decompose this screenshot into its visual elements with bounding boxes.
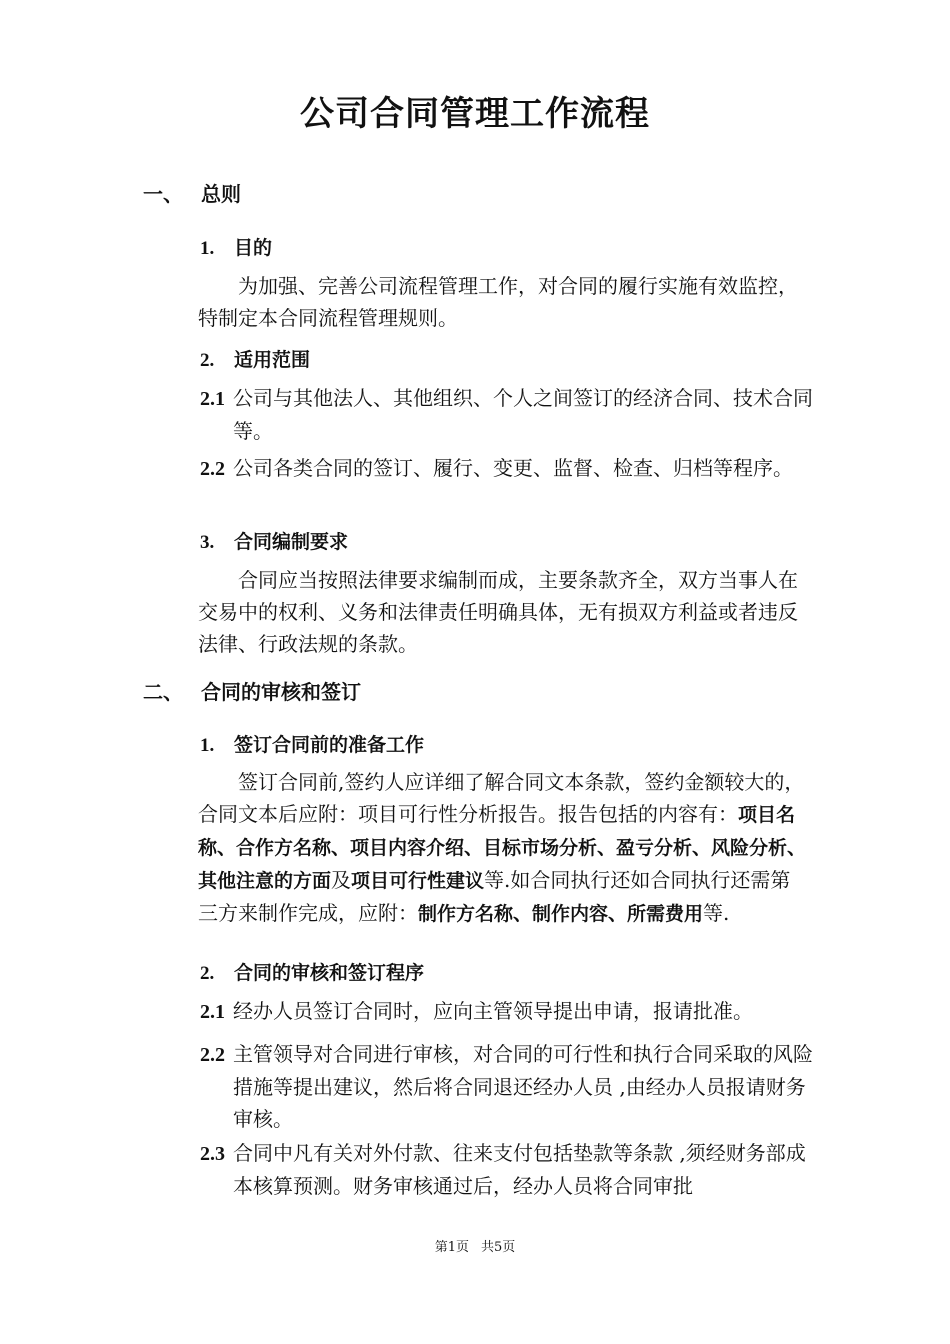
subsection-title: 适用范围 [234, 349, 311, 371]
item-number: 2.1 [200, 388, 225, 410]
subsection-heading [200, 730, 424, 757]
item-text: 主管领导对合同进行审核，对合同的可行性和执行合同采取的风险措施等提出建议，然后将合同退还经办人员 ,由经办人员报请财务审核。 [233, 1042, 813, 1131]
list-item [200, 382, 814, 447]
item-text: 公司各类合同的签订、履行、变更、监督、检查、归档等程序。 [233, 456, 793, 480]
item-text: 经办人员签订合同时，应向主管领导提出申请，报请批准。 [233, 999, 753, 1023]
subsection-heading [200, 527, 348, 554]
subsection-number: 3. [200, 532, 215, 553]
section-title: 合同的审核和签订 [201, 680, 361, 704]
subsection-number: 1. [200, 735, 215, 756]
subsection-title: 目的 [234, 237, 273, 259]
paragraph [198, 766, 810, 930]
bold-text-run: 项目可行性建议 [351, 870, 485, 892]
document-title: 公司合同管理工作流程 [300, 94, 650, 134]
text-run: 等.如合同执行还如合同执行还需第三方来制作完成，应附： [198, 868, 791, 925]
list-item [200, 1137, 814, 1202]
item-number: 2.3 [200, 1143, 225, 1165]
page-footer [0, 1236, 950, 1255]
item-text: 公司与其他法人、其他组织、个人之间签订的经济合同、技术合同等。 [233, 386, 813, 443]
page-number: 第1页 [434, 1240, 469, 1255]
subsection-title: 合同的审核和签订程序 [234, 962, 425, 984]
list-item [200, 452, 814, 485]
list-item [200, 995, 814, 1028]
subsection-heading [200, 233, 272, 260]
bold-text-run: 项目名称、合作方名称、项目内容介绍、目标市场分析、盈亏分析、风险分析、其他注意的方面 [198, 804, 807, 892]
subsection-number: 1. [200, 238, 215, 259]
item-number: 2.2 [200, 1044, 225, 1066]
subsection-heading [200, 958, 424, 985]
section-number: 一、 [143, 182, 183, 206]
paragraph: 为加强、完善公司流程管理工作，对合同的履行实施有效监控，特制定本合同流程管理规则。 [198, 274, 798, 330]
subsection-heading [200, 345, 310, 372]
item-number: 2.1 [200, 1001, 225, 1023]
subsection-title: 合同编制要求 [234, 531, 349, 553]
text-run: 签订合同前,签约人应详细了解合同文本条款，签约金额较大的，合同文本后应附：项目可行性分析报告。报告包括的内容有： [198, 770, 805, 826]
item-text: 合同中凡有关对外付款、往来支付包括垫款等条款 ,须经财务部成本核算预测。财务审核通过后，经办人员将合同审批 [233, 1141, 806, 1198]
text-run: 等. [703, 901, 730, 925]
section-number: 二、 [143, 680, 183, 704]
text-run: 及 [331, 868, 352, 892]
section-heading [143, 178, 241, 207]
subsection-number: 2. [200, 350, 215, 371]
subsection-title: 签订合同前的准备工作 [234, 734, 425, 756]
item-number: 2.2 [200, 458, 225, 480]
section-title: 总则 [201, 182, 241, 206]
bold-text-run: 制作方名称、制作内容、所需费用 [418, 903, 704, 925]
section-heading [143, 676, 361, 705]
list-item [200, 1038, 814, 1135]
subsection-number: 2. [200, 963, 215, 984]
paragraph: 合同应当按照法律要求编制而成，主要条款齐全，双方当事人在交易中的权利、义务和法律责任明确具体，无有损双方利益或者违反法律、行政法规的条款。 [198, 568, 798, 656]
total-pages: 共5页 [481, 1240, 516, 1255]
